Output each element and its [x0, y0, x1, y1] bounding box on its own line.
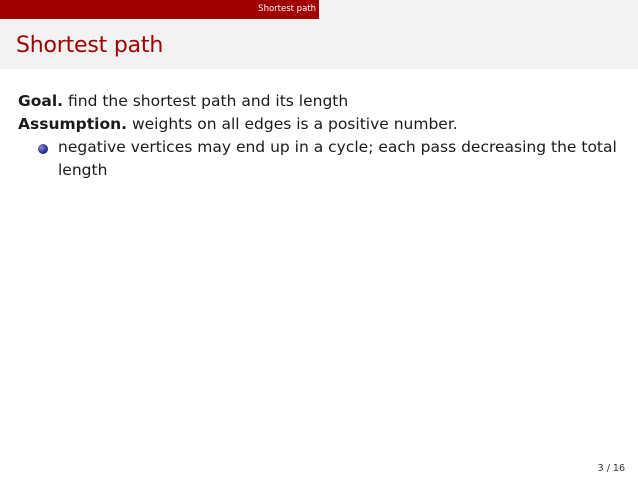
goal-label: Goal.	[18, 92, 64, 110]
navigation-section-highlight	[0, 0, 319, 19]
list-item	[18, 136, 628, 182]
goal-text: find the shortest path and its length	[67, 92, 349, 110]
page-number: 3 / 16	[597, 463, 625, 474]
bullet-text: negative vertices may end up in a cycle; each pass decreasing the total length	[58, 138, 617, 179]
assumption-text: weights on all edges is a positive number.	[131, 115, 458, 133]
bullet-list	[18, 136, 628, 182]
assumption-line	[18, 113, 628, 136]
nav-section-label[interactable]: Shortest path	[258, 4, 316, 14]
slide-content	[18, 90, 628, 182]
page-title: Shortest path	[16, 33, 164, 58]
goal-line	[18, 90, 628, 113]
bullet-icon	[38, 144, 48, 154]
assumption-label: Assumption.	[18, 115, 128, 133]
navigation-bar	[0, 0, 638, 19]
